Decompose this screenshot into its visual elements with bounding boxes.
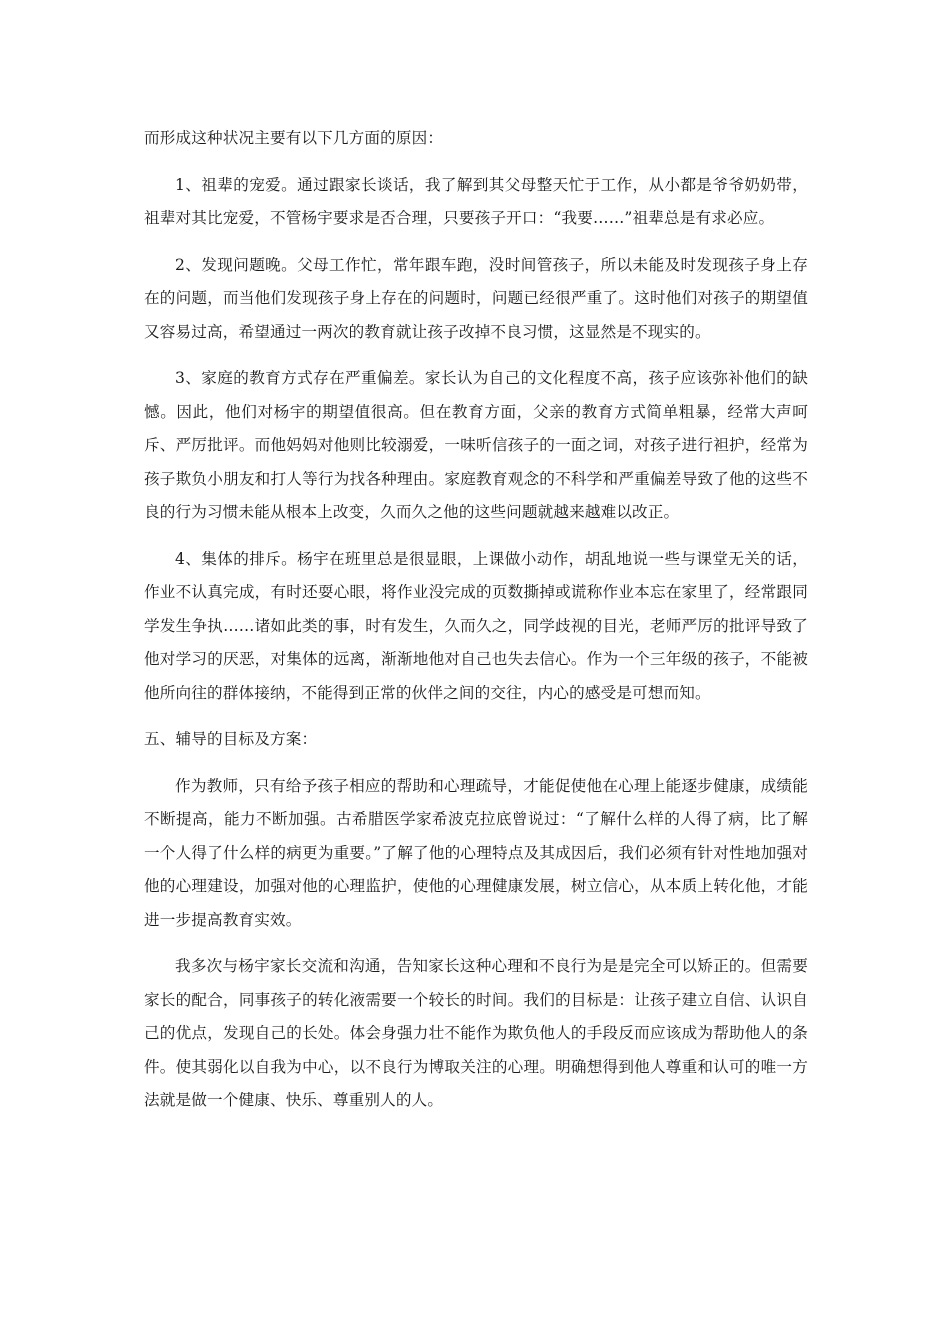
reason-paragraph-3: 3、家庭的教育方式存在严重偏差。家长认为自己的文化程度不高，孩子应该弥补他们的缺憾。因此，他们对杨宇的期望值很高。但在教育方面，父亲的教育方式简单粗暴，经常大声呵斥、严厉批评。而他妈妈对他则比较溺爱，一味听信孩子的一面之词，对孩子进行袒护，经常为孩子欺负小朋友和打人等行为找各种理由。家庭教育观念的不科学和严重偏差导致了他的这些不良的行为习惯未能从根本上改变，久而久之他的这些问题就越来越难以改正。	[144, 369, 808, 521]
section-paragraph-2: 我多次与杨宇家长交流和沟通，告知家长这种心理和不良行为是是完全可以矫正的。但需要家长的配合，同事孩子的转化液需要一个较长的时间。我们的目标是：让孩子建立自信、认识自己的优点，发现自己的长处。体会身强力壮不能作为欺负他人的手段反而应该成为帮助他人的条件。使其弱化以自我为中心，以不良行为博取关注的心理。明确想得到他人尊重和认可的唯一方法就是做一个健康、快乐、尊重别人的人。	[144, 957, 808, 1109]
intro-paragraph: 而形成这种状况主要有以下几方面的原因：	[144, 129, 444, 147]
document-body	[144, 122, 808, 1118]
reason-paragraph-1: 1、祖辈的宠爱。通过跟家长谈话，我了解到其父母整天忙于工作，从小都是爷爷奶奶带，祖辈对其比宠爱，不管杨宇要求是否合理，只要孩子开口：“我要……”祖辈总是有求必应。	[144, 175, 808, 227]
reason-paragraph-4: 4、集体的排斥。杨宇在班里总是很显眼，上课做小动作，胡乱地说一些与课堂无关的话，作业不认真完成，有时还耍心眼，将作业没完成的页数撕掉或谎称作业本忘在家里了，经常跟同学发生争执……诸如此类的事，时有发生，久而久之，同学歧视的目光，老师严厉的批评导致了他对学习的厌恶，对集体的远离，渐渐地他对自己也失去信心。作为一个三年级的孩子，不能被他所向往的群体接纳，不能得到正常的伙伴之间的交往，内心的感受是可想而知。	[144, 549, 808, 702]
section-heading: 五、辅导的目标及方案：	[144, 730, 318, 748]
reason-paragraph-2: 2、发现问题晚。父母工作忙，常年跟车跑，没时间管孩子，所以未能及时发现孩子身上存在的问题，而当他们发现孩子身上存在的问题时，问题已经很严重了。这时他们对孩子的期望值又容易过高，希望通过一两次的教育就让孩子改掉不良习惯，这显然是不现实的。	[144, 255, 808, 341]
section-paragraph-1: 作为教师，只有给予孩子相应的帮助和心理疏导，才能促使他在心理上能逐步健康，成绩能不断提高，能力不断加强。古希腊医学家希波克拉底曾说过：“了解什么样的人得了病，比了解一个人得了什么样的病更为重要。”了解了他的心理特点及其成因后，我们必须有针对性地加强对他的心理建设，加强对他的心理监护，使他的心理健康发展，树立信心，从本质上转化他，才能进一步提高教育实效。	[144, 776, 808, 929]
